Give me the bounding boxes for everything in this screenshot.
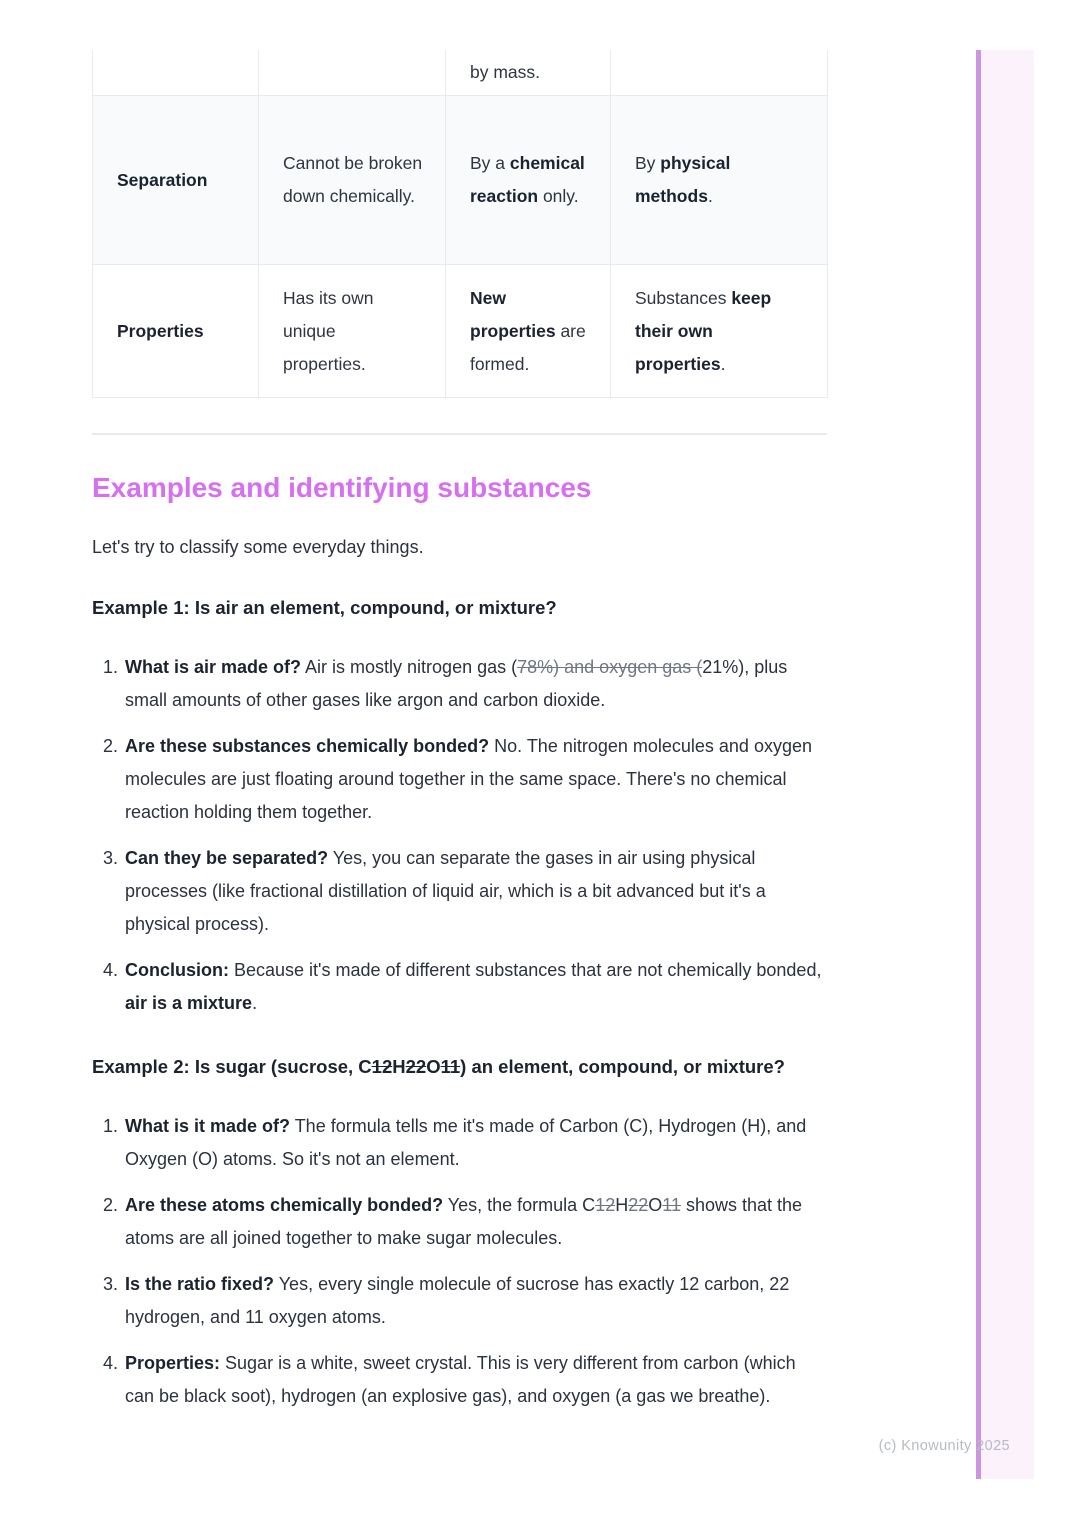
table-cell [259, 96, 446, 265]
text-segment: New properties [470, 287, 556, 341]
list-item [123, 730, 827, 829]
section-heading: Examples and identifying substances [92, 472, 592, 503]
text-segment: Example 2: Is sugar (sucrose, C [92, 1056, 372, 1077]
table-cell [93, 96, 259, 265]
text-segment: . [252, 993, 258, 1013]
text-segment: What is it made of? [125, 1116, 291, 1136]
text-segment: 12 [595, 1195, 616, 1215]
list-item [123, 954, 827, 1020]
list-item [123, 1268, 827, 1334]
section-divider [92, 433, 827, 435]
text-segment: shows that the atoms are all joined together to make sugar molecules. [125, 1195, 803, 1248]
list-item [123, 1110, 827, 1176]
text-segment: 11 [662, 1195, 681, 1215]
table-cell [611, 50, 828, 96]
table-cell [611, 265, 828, 398]
table-cell [259, 50, 446, 96]
text-segment: Are these substances chemically bonded? [125, 736, 490, 756]
text-segment: Because it's made of different substances that are not chemically bonded, [229, 960, 822, 980]
text-segment: Yes, you can separate the gases in air using physical processes (like fractional distillation of liquid air, which is a bit advanced but it's a physical process). [125, 848, 766, 934]
text-segment: Separation [117, 169, 208, 190]
page-accent-bar [976, 50, 1034, 1479]
text-segment: air is a mixture [125, 993, 253, 1013]
text-segment: Can they be separated? [125, 848, 329, 868]
text-segment: Yes, every single molecule of sucrose has exactly 12 carbon, 22 hydrogen, and 11 oxygen atoms. [125, 1274, 790, 1327]
table-cell [93, 50, 259, 96]
example2-list [92, 1110, 827, 1413]
text-segment: are formed. [470, 320, 586, 374]
table-cell [93, 265, 259, 398]
text-segment: Yes, the formula C [443, 1195, 596, 1215]
example1-list [92, 651, 827, 1020]
text-segment: 22 [628, 1195, 649, 1215]
list-item [123, 1347, 827, 1413]
text-segment: . [707, 186, 713, 206]
text-segment: keep their own properties [635, 287, 772, 374]
example1-title: Example 1: Is air an element, compound, or mixture? [92, 597, 557, 618]
text-segment: By a [470, 153, 510, 173]
text-segment: H [615, 1195, 629, 1215]
comparison-table-body [93, 50, 828, 398]
text-segment: The formula tells me it's made of Carbon (C), Hydrogen (H), and Oxygen (O) atoms. So it's not an element. [125, 1116, 807, 1169]
text-segment: . [720, 353, 726, 374]
table-cell [446, 96, 611, 265]
text-segment: Properties: [125, 1353, 221, 1373]
table-cell [446, 265, 611, 398]
text-segment: H [392, 1056, 406, 1077]
table-cell [259, 265, 446, 398]
text-segment: by mass. [470, 62, 541, 82]
page-content [92, 50, 827, 1426]
text-segment: only. [538, 186, 579, 206]
table-row [93, 96, 828, 265]
text-segment: What is air made of? [125, 657, 302, 677]
text-segment: Is the ratio fixed? [125, 1274, 275, 1294]
intro-paragraph: Let's try to classify some everyday things. [92, 537, 424, 557]
text-segment: No. The nitrogen molecules and oxygen molecules are just floating around together in the same space. There's no chemical reaction holding them together. [125, 736, 812, 822]
table-cell [446, 50, 611, 96]
text-segment: Are these atoms chemically bonded? [125, 1195, 444, 1215]
text-segment: By [635, 153, 661, 173]
text-segment: chemical reaction [470, 153, 585, 206]
text-segment: Sugar is a white, sweet crystal. This is very different from carbon (which can be black soot), hydrogen (an explosive gas), and oxygen (a gas we breathe). [125, 1353, 796, 1406]
list-item [123, 1189, 827, 1255]
text-segment: 11 [440, 1056, 461, 1077]
text-segment: physical methods [635, 153, 731, 206]
list-item [123, 842, 827, 941]
text-segment: Cannot be broken down chemically. [283, 153, 423, 206]
text-segment: Substances [635, 287, 732, 308]
text-segment: Has its own unique properties. [283, 287, 374, 374]
comparison-table [92, 50, 828, 398]
text-segment: Properties [117, 320, 204, 341]
table-row [93, 50, 828, 96]
watermark: (c) Knowunity 2025 [878, 1438, 1010, 1454]
text-segment: 12 [371, 1056, 393, 1077]
table-row [93, 265, 828, 398]
list-item [123, 651, 827, 717]
text-segment: Air is mostly nitrogen gas ( [301, 657, 518, 677]
text-segment: ) an element, compound, or mixture? [460, 1056, 785, 1077]
text-segment: 22 [405, 1056, 427, 1077]
text-segment: O [426, 1056, 441, 1077]
example2-title [92, 1050, 827, 1083]
text-segment: O [648, 1195, 663, 1215]
text-segment: Conclusion: [125, 960, 229, 980]
table-cell [611, 96, 828, 265]
text-segment: 21%), plus small amounts of other gases like argon and carbon dioxide. [125, 657, 788, 710]
text-segment: 78%) and oxygen gas ( [517, 657, 703, 677]
